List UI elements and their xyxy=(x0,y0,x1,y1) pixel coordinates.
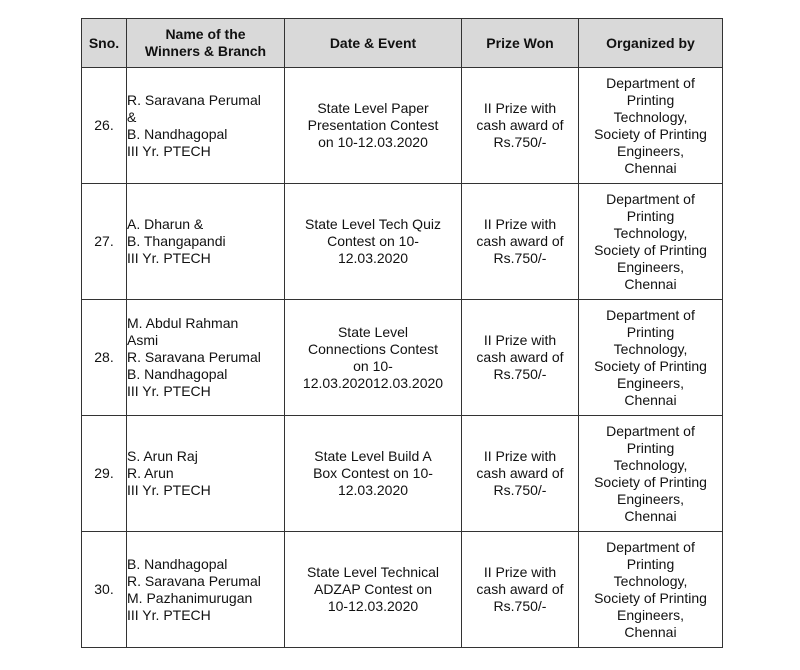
header-label: Prize Won xyxy=(486,34,554,51)
cell-line: III Yr. PTECH xyxy=(127,383,211,399)
winners-cell xyxy=(127,68,285,184)
header-sno xyxy=(82,19,127,68)
cell-line: Printing xyxy=(626,323,675,340)
cell-line: Printing xyxy=(626,207,675,224)
table-row xyxy=(82,416,723,532)
cell-line: III Yr. PTECH xyxy=(127,142,211,159)
header-label: Sno. xyxy=(88,34,120,51)
cell-line: II Prize with xyxy=(483,564,557,580)
table-row xyxy=(82,532,723,648)
cell-line: Contest on 10- xyxy=(327,233,419,249)
prize-cell xyxy=(462,68,579,184)
cell-text: 29. xyxy=(94,465,114,481)
cell-line: III Yr. PTECH xyxy=(127,606,211,623)
cell-line: Box Contest on 10- xyxy=(313,465,433,481)
cell-line: Society of Printing xyxy=(594,125,707,142)
cell-line: cash award of xyxy=(476,233,564,249)
cell-line: & xyxy=(127,108,137,125)
cell-line: A. Dharun & xyxy=(127,216,204,232)
sno-cell xyxy=(82,300,127,416)
cell-line: Department of xyxy=(606,538,695,555)
table-body xyxy=(82,68,723,648)
cell-line: State Level xyxy=(337,323,409,340)
cell-line: Asmi xyxy=(127,332,159,348)
cell-line: cash award of xyxy=(476,349,564,365)
cell-line: on 10- xyxy=(353,357,393,374)
cell-line: State Level Tech Quiz xyxy=(305,216,441,232)
table-row xyxy=(82,300,723,416)
sno-cell xyxy=(82,68,127,184)
cell-line: 12.03.2020 xyxy=(337,482,409,498)
cell-line: R. Saravana Perumal xyxy=(127,91,261,108)
cell-line: Printing xyxy=(626,555,675,572)
cell-line: cash award of xyxy=(476,117,564,133)
cell-line: 12.03.202012.03.2020 xyxy=(302,374,444,391)
cell-line: Rs.750/- xyxy=(493,598,547,614)
winners-cell xyxy=(127,184,285,300)
cell-line: Rs.750/- xyxy=(493,482,547,498)
organizer-cell xyxy=(579,532,723,648)
header-label: Organized by xyxy=(606,34,695,51)
cell-line: B. Nandhagopal xyxy=(127,366,228,382)
header-label: Date & Event xyxy=(329,34,417,51)
cell-text: 27. xyxy=(94,233,114,249)
cell-line: Rs.750/- xyxy=(493,366,547,382)
cell-line: Engineers, xyxy=(617,142,684,159)
cell-text: 30. xyxy=(94,581,114,597)
cell-line: Technology, xyxy=(613,108,688,125)
cell-line: Technology, xyxy=(613,340,688,357)
event-cell xyxy=(285,68,462,184)
cell-line: Society of Printing xyxy=(594,589,707,606)
cell-line: S. Arun Raj xyxy=(127,448,198,464)
cell-line: M. Pazhanimurugan xyxy=(127,589,253,606)
prize-cell xyxy=(462,416,579,532)
header-label: Name of the Winners & Branch xyxy=(144,26,267,59)
table-header xyxy=(82,19,723,68)
cell-line: Connections Contest xyxy=(308,340,438,357)
cell-line: cash award of xyxy=(476,581,564,597)
cell-line: Chennai xyxy=(624,507,677,524)
header-event xyxy=(285,19,462,68)
cell-line: B. Thangapandi xyxy=(127,233,226,249)
organizer-cell xyxy=(579,184,723,300)
cell-line: Engineers, xyxy=(617,606,684,623)
organizer-cell xyxy=(579,416,723,532)
prize-cell xyxy=(462,184,579,300)
cell-line: R. Saravana Perumal xyxy=(127,349,261,365)
table-row xyxy=(82,68,723,184)
organizer-cell xyxy=(579,68,723,184)
cell-line: Engineers, xyxy=(617,258,684,275)
cell-line: B. Nandhagopal xyxy=(127,555,228,572)
cell-line: R. Saravana Perumal xyxy=(127,572,261,589)
cell-line: Technology, xyxy=(613,572,688,589)
table-row xyxy=(82,184,723,300)
event-cell xyxy=(285,300,462,416)
cell-line: III Yr. PTECH xyxy=(127,482,211,498)
cell-line: State Level Build A xyxy=(314,448,432,464)
prize-cell xyxy=(462,532,579,648)
cell-line: Presentation Contest xyxy=(307,117,439,133)
cell-line: Technology, xyxy=(613,224,688,241)
cell-line: R. Arun xyxy=(127,465,174,481)
cell-line: Engineers, xyxy=(617,490,684,507)
cell-line: II Prize with xyxy=(483,100,557,116)
cell-line: Chennai xyxy=(624,159,677,176)
cell-line: Department of xyxy=(606,306,695,323)
event-cell xyxy=(285,416,462,532)
cell-line: Printing xyxy=(626,91,675,108)
cell-line: 10-12.03.2020 xyxy=(327,598,419,614)
cell-line: II Prize with xyxy=(483,216,557,232)
cell-line: State Level Technical xyxy=(306,564,440,580)
cell-line: III Yr. PTECH xyxy=(127,250,211,266)
awards-table xyxy=(81,18,723,648)
organizer-cell xyxy=(579,300,723,416)
cell-line: 12.03.2020 xyxy=(337,250,409,266)
cell-line: Engineers, xyxy=(617,374,684,391)
sno-cell xyxy=(82,416,127,532)
cell-line: Chennai xyxy=(624,275,677,292)
header-winners xyxy=(127,19,285,68)
cell-line: Society of Printing xyxy=(594,473,707,490)
cell-line: II Prize with xyxy=(483,332,557,348)
cell-line: Printing xyxy=(626,439,675,456)
header-organizer xyxy=(579,19,723,68)
cell-line: Society of Printing xyxy=(594,357,707,374)
header-row xyxy=(82,19,723,68)
cell-line: on 10-12.03.2020 xyxy=(318,134,428,150)
cell-line: State Level Paper xyxy=(317,100,429,116)
cell-line: Chennai xyxy=(624,623,677,640)
sno-cell xyxy=(82,532,127,648)
cell-text: 28. xyxy=(94,349,114,365)
cell-line: Department of xyxy=(606,190,695,207)
cell-line: B. Nandhagopal xyxy=(127,125,228,142)
cell-line: cash award of xyxy=(476,465,564,481)
sno-cell xyxy=(82,184,127,300)
prize-cell xyxy=(462,300,579,416)
event-cell xyxy=(285,184,462,300)
cell-text: 26. xyxy=(94,117,114,133)
cell-line: ADZAP Contest on xyxy=(313,581,433,597)
cell-line: Chennai xyxy=(624,391,677,408)
winners-cell xyxy=(127,300,285,416)
winners-cell xyxy=(127,532,285,648)
winners-cell xyxy=(127,416,285,532)
cell-line: Technology, xyxy=(613,456,688,473)
cell-line: Rs.750/- xyxy=(493,250,547,266)
header-prize xyxy=(462,19,579,68)
cell-line: Rs.750/- xyxy=(493,134,547,150)
event-cell xyxy=(285,532,462,648)
cell-line: M. Abdul Rahman xyxy=(127,315,239,331)
cell-line: Society of Printing xyxy=(594,241,707,258)
cell-line: II Prize with xyxy=(483,448,557,464)
cell-line: Department of xyxy=(606,422,695,439)
cell-line: Department of xyxy=(606,74,695,91)
